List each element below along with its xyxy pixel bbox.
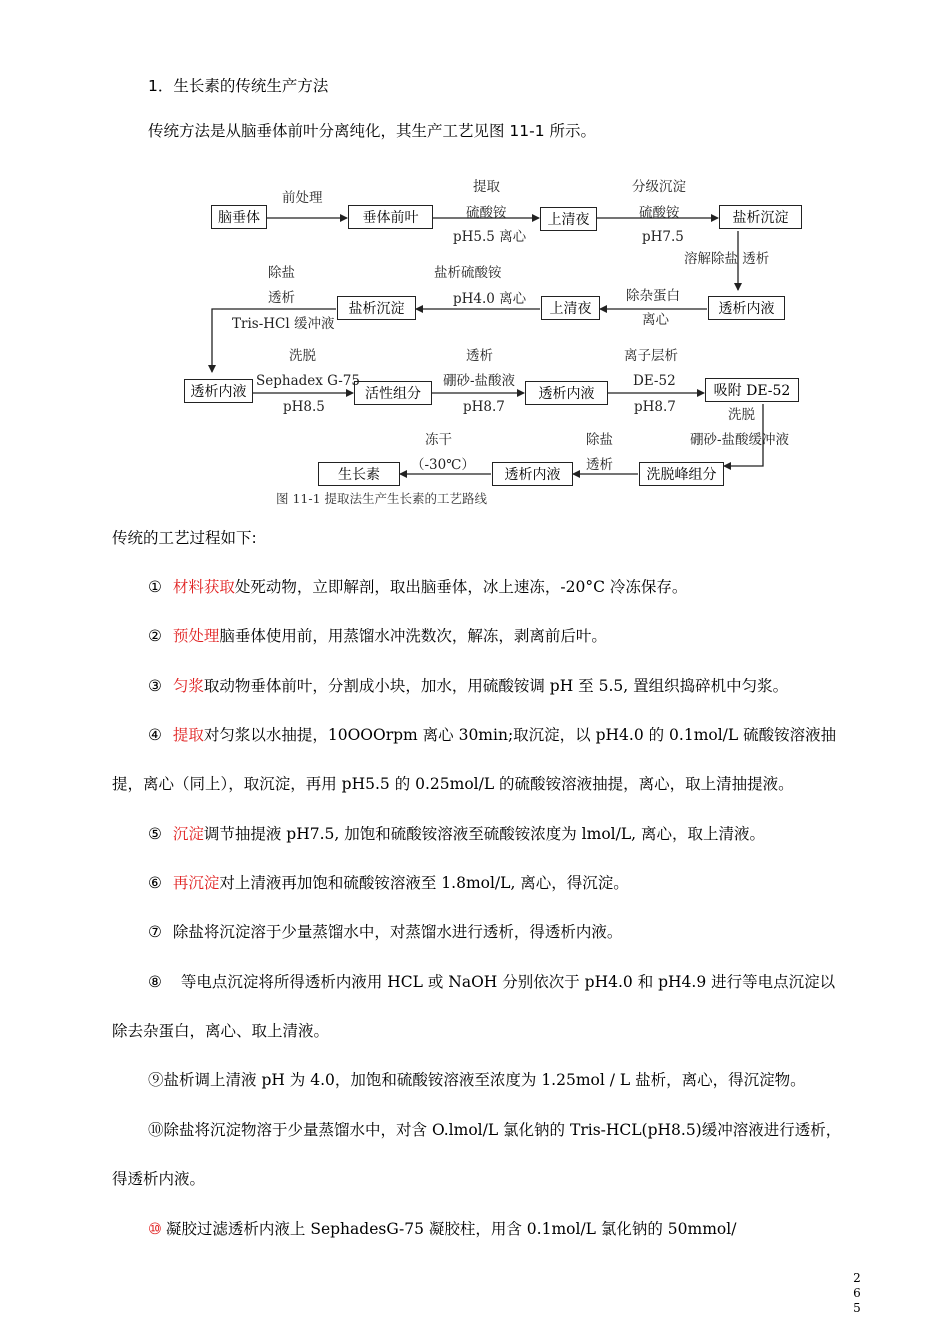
- label-elution-2: 洗脱: [728, 407, 755, 423]
- process-intro: 传统的工艺过程如下:: [112, 529, 257, 547]
- diagram-arrows: [0, 0, 950, 520]
- box-dialysate-2: 透析内液: [184, 379, 253, 403]
- label-ph40-centrifuge: pH4.0 离心: [453, 291, 527, 307]
- label-ammonium-sulfate-1: 硫酸铵: [466, 205, 507, 221]
- page-number-digit: 2: [853, 1271, 861, 1285]
- label-de52: DE-52: [633, 373, 676, 389]
- label-ph75: pH7.5: [642, 229, 684, 245]
- box-adsorb-de52: 吸附 DE-52: [705, 378, 799, 402]
- page-number-digit: 5: [853, 1301, 861, 1315]
- label-minus-30c: （-30℃）: [411, 457, 475, 473]
- box-salting-out-2: 盐析沉淀: [337, 296, 416, 320]
- step-keyword: 再沉淀: [172, 874, 220, 892]
- label-desalt-1: 除盐: [268, 265, 295, 281]
- step-keyword: 预处理: [172, 627, 220, 645]
- box-dialysate-3: 透析内液: [525, 381, 608, 405]
- step-text: 盐析调上清液 pH 为 4.0，加饱和硫酸铵溶液至浓度为 1.25mol / L 盐析，离心，得沉淀物。: [163, 1071, 806, 1089]
- step-3: [148, 676, 788, 696]
- box-brain-pituitary: 脑垂体: [211, 205, 267, 229]
- step-10-continuation: 得透析内液。: [112, 1170, 206, 1188]
- step-8-continuation: 除去杂蛋白，离心、取上清液。: [112, 1022, 330, 1040]
- step-number: ⑦: [148, 923, 162, 941]
- label-dialysis-2: 透析: [466, 348, 493, 364]
- box-somatotropin: 生长素: [318, 462, 400, 486]
- step-keyword: 材料获取: [172, 578, 235, 596]
- label-ammonium-sulfate-2: 硫酸铵: [639, 205, 680, 221]
- label-centrifuge-1: 离心: [642, 312, 669, 328]
- step-number: ⑨: [148, 1071, 164, 1089]
- step-text: 除盐将沉淀溶于少量蒸馏水中，对蒸馏水进行透析，得透析内液。: [172, 923, 623, 941]
- box-active-fraction: 活性组分: [354, 381, 432, 405]
- step-text: 取动物垂体前叶，分割成小块，加水，用硫酸铵调 pH 至 5.5, 置组织捣碎机中匀浆。: [203, 677, 789, 695]
- box-supernatant-2: 上清夜: [541, 296, 600, 320]
- box-dialysate-4: 透析内液: [492, 462, 573, 486]
- step-1: [148, 577, 687, 597]
- intro-paragraph: 传统方法是从脑垂体前叶分离纯化，其生产工艺见图 11-1 所示。: [148, 122, 597, 140]
- step-number: ①: [148, 578, 162, 596]
- figure-caption: 图 11-1 提取法生产生长素的工艺路线: [276, 491, 488, 506]
- label-dissolve-desalt-dialysis: 溶解除盐 透析: [684, 251, 770, 267]
- box-dialysate-1: 透析内液: [708, 296, 785, 320]
- label-ion-chromatography: 离子层析: [624, 348, 678, 364]
- label-ph87-1: pH8.7: [463, 399, 505, 415]
- step-9: [148, 1070, 806, 1090]
- section-heading: 1．生长素的传统生产方法: [148, 77, 329, 95]
- step-text: 凝胶过滤透析内液上 SephadesG-75 凝胶柱，用含 0.1mol/L 氯化钠的 50mmol/: [165, 1220, 737, 1238]
- box-salting-out-1: 盐析沉淀: [719, 205, 802, 229]
- label-desalt-2: 除盐: [586, 432, 613, 448]
- step-number: ④: [148, 726, 162, 744]
- label-remove-impurity-protein: 除杂蛋白: [626, 288, 680, 304]
- step-8: [148, 972, 835, 992]
- step-text: 等电点沉淀将所得透析内液用 HCL 或 NaOH 分别依次于 pH4.0 和 pH4.9 进行等电点沉淀以: [180, 973, 836, 991]
- step-keyword: 匀浆: [172, 677, 204, 695]
- label-extraction: 提取: [473, 179, 500, 195]
- step-number: ⑩: [148, 1121, 164, 1139]
- step-number: ⑩: [148, 1220, 162, 1238]
- step-keyword: 提取: [172, 726, 204, 744]
- box-elution-peak: 洗脱峰组分: [639, 462, 724, 486]
- step-text: 调节抽提液 pH7.5, 加饱和硫酸铵溶液至硫酸铵浓度为 lmol/L, 离心，取上清液。: [203, 825, 765, 843]
- step-number: ⑥: [148, 874, 162, 892]
- step-11: [148, 1219, 736, 1239]
- step-4: [148, 725, 836, 745]
- step-text: 处死动物，立即解剖，取出脑垂体，冰上速冻，-20°C 冷冻保存。: [234, 578, 688, 596]
- step-5: [148, 824, 765, 844]
- step-4-continuation: 提，离心（同上），取沉淀，再用 pH5.5 的 0.25mol/L 的硫酸铵溶液抽提，离心，取上清抽提液。: [112, 775, 794, 793]
- label-elution-1: 洗脱: [289, 348, 316, 364]
- step-keyword: 沉淀: [172, 825, 204, 843]
- label-freeze-dry: 冻干: [425, 432, 452, 448]
- label-salting-ammonium-sulfate: 盐析硫酸铵: [434, 265, 502, 281]
- step-6: [148, 873, 629, 893]
- label-dialysis-3: 透析: [586, 457, 613, 473]
- step-7: [148, 922, 622, 942]
- label-pretreatment: 前处理: [282, 190, 323, 206]
- label-tris-hcl-buffer: Tris-HCl 缓冲液: [232, 316, 335, 332]
- label-fractional-precipitation: 分级沉淀: [632, 179, 686, 195]
- page-number-digit: 6: [853, 1286, 861, 1300]
- label-ph55-centrifuge: pH5.5 离心: [453, 229, 527, 245]
- step-text: 对匀浆以水抽提，10OOOrpm 离心 30min;取沉淀，以 pH4.0 的 0.1mol/L 硫酸铵溶液抽: [203, 726, 837, 744]
- step-number: ②: [148, 627, 162, 645]
- label-dialysis-1: 透析: [268, 290, 295, 306]
- step-number: ⑤: [148, 825, 162, 843]
- label-ph87-2: pH8.7: [634, 399, 676, 415]
- box-anterior-pituitary: 垂体前叶: [348, 205, 433, 229]
- label-borax-hcl: 硼砂-盐酸液: [443, 373, 516, 389]
- step-2: [148, 626, 607, 646]
- step-text: 除盐将沉淀物溶于少量蒸馏水中，对含 O.lmol/L 氯化钠的 Tris-HCL(pH8.5)缓冲溶液进行透析，: [163, 1121, 842, 1139]
- label-borax-hcl-buffer: 硼砂-盐酸缓冲液: [690, 432, 790, 448]
- step-text: 脑垂体使用前，用蒸馏水冲洗数次，解冻，剥离前后叶。: [219, 627, 607, 645]
- label-sephadex-g75: Sephadex G-75: [256, 373, 360, 389]
- box-supernatant-1: 上清夜: [540, 207, 597, 231]
- step-text: 对上清液再加饱和硫酸铵溶液至 1.8mol/L, 离心，得沉淀。: [219, 874, 629, 892]
- step-number: ⑧: [148, 973, 162, 991]
- step-10: [148, 1120, 841, 1140]
- step-number: ③: [148, 677, 162, 695]
- label-ph85: pH8.5: [283, 399, 325, 415]
